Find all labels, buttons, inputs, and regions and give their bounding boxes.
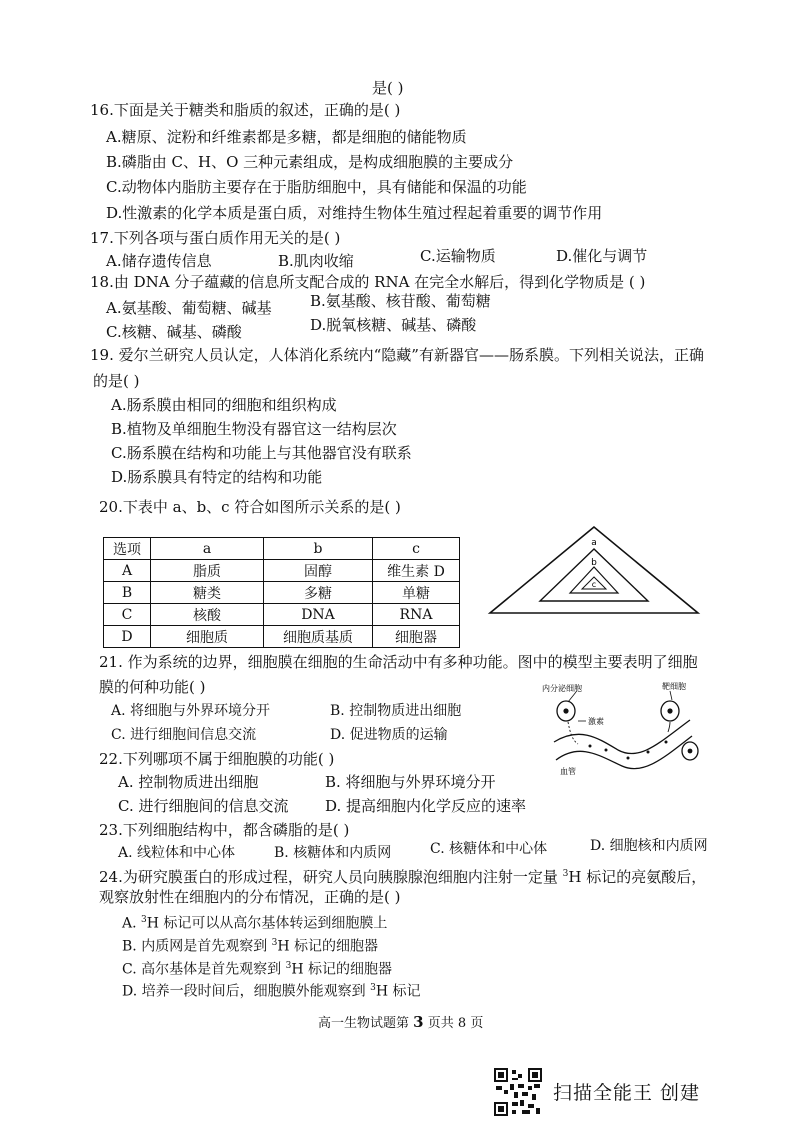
q21-option-c: C. 进行细胞间信息交流 — [111, 727, 257, 743]
q16-option-d: D.性激素的化学本质是蛋白质，对维持生物体生殖过程起着重要的调节作用 — [106, 204, 603, 222]
q20-options-table — [103, 537, 460, 648]
q20-stem: 20.下表中 a、b、c 符合如图所示关系的是( ) — [99, 498, 401, 516]
nested-triangle-diagram — [486, 525, 702, 617]
q17-option-d: D.催化与调节 — [556, 247, 648, 265]
q19-option-b: B.植物及单细胞生物没有器官这一结构层次 — [111, 420, 397, 438]
page-number: 3 — [413, 1013, 424, 1031]
q21-option-d: D. 促进物质的运输 — [330, 727, 448, 743]
table-row — [104, 626, 460, 648]
q24-stem-line2: 观察放射性在细胞内的分布情况，正确的是( ) — [99, 888, 401, 906]
table-cell: DNA — [264, 604, 373, 626]
q22-option-d: D. 提高细胞内化学反应的速率 — [325, 797, 527, 815]
q24-option-c: C. 高尔基体是首先观察到 $^3$H 标记的细胞器 — [122, 961, 392, 978]
table-cell: 单糖 — [373, 582, 460, 604]
q19-stem-line1: 19. 爱尔兰研究人员认定，人体消化系统内“隐藏”有新器官——肠系膜。下列相关说法，正确 — [90, 346, 704, 364]
q17-stem: 17.下列各项与蛋白质作用无关的是( ) — [90, 229, 341, 247]
vessel-label: 血管 — [560, 767, 576, 776]
table-cell: 细胞质 — [151, 626, 264, 648]
triangle-label-c: c — [591, 580, 597, 589]
q19-option-a: A.肠系膜由相同的细胞和组织构成 — [111, 396, 337, 414]
q16-option-a: A.糖原、淀粉和纤维素都是多糖，都是细胞的储能物质 — [106, 128, 467, 146]
q22-option-a: A. 控制物质进出细胞 — [118, 773, 259, 791]
q21-option-b: B. 控制物质进出细胞 — [330, 703, 462, 719]
table-row — [104, 560, 460, 582]
q24-option-b: B. 内质网是首先观察到 $^3$H 标记的细胞器 — [122, 938, 379, 955]
table-cell: A — [104, 560, 151, 582]
table-cell: B — [104, 582, 151, 604]
table-cell: D — [104, 626, 151, 648]
q18-stem: 18.由 DNA 分子蕴藏的信息所支配合成的 RNA 在完全水解后，得到化学物质是 ( ) — [90, 273, 646, 291]
q22-option-b: B. 将细胞与外界环境分开 — [325, 773, 496, 791]
table-header-cell: 选项 — [104, 538, 151, 560]
q21-stem-line2: 膜的何种功能( ) — [99, 678, 206, 696]
q19-stem-line2: 的是( ) — [93, 372, 140, 390]
triangle-label-b: b — [591, 558, 597, 568]
q24-option-d: D. 培养一段时间后，细胞膜外能观察到 $^3$H 标记 — [122, 983, 421, 1000]
table-row — [104, 604, 460, 626]
q17-option-c: C.运输物质 — [420, 247, 496, 265]
table-header-cell: a — [151, 538, 264, 560]
page-footer: 高一生物试题第 3 页共 8 页 — [318, 1013, 484, 1031]
q21-option-a: A. 将细胞与外界环境分开 — [111, 703, 271, 719]
secretory-cell-label: 内分泌细胞 — [542, 684, 582, 693]
q18-option-b: B.氨基酸、核苷酸、葡萄糖 — [310, 292, 491, 310]
q19-option-c: C.肠系膜在结构和功能上与其他器官没有联系 — [111, 444, 412, 462]
q16-option-b: B.磷脂由 C、H、O 三种元素组成，是构成细胞膜的主要成分 — [106, 153, 514, 171]
target-cell-label: 靶细胞 — [662, 682, 686, 691]
q22-stem: 22.下列哪项不属于细胞膜的功能( ) — [99, 750, 335, 768]
q21-stem-line1: 21. 作为系统的边界，细胞膜在细胞的生命活动中有多种功能。图中的模型主要表明了细胞 — [99, 653, 698, 671]
q24-stem-line1: 24.为研究膜蛋白的形成过程，研究人员向胰腺腺泡细胞内注射一定量 $^3$H 标记的亮氨酸后， — [99, 868, 707, 886]
triangle-label-a: a — [591, 538, 597, 548]
hormone-signaling-figure — [540, 680, 710, 776]
table-cell: 糖类 — [151, 582, 264, 604]
table-header-cell: b — [264, 538, 373, 560]
q15-tail: 是( ) — [372, 79, 404, 97]
q16-stem: 16.下面是关于糖类和脂质的叙述，正确的是( ) — [90, 101, 401, 119]
q23-option-a: A. 线粒体和中心体 — [118, 845, 236, 861]
q24-option-a: A. $^3$H 标记可以从高尔基体转运到细胞膜上 — [122, 915, 388, 932]
table-cell: RNA — [373, 604, 460, 626]
table-header-cell: c — [373, 538, 460, 560]
q23-stem: 23.下列细胞结构中，都含磷脂的是( ) — [99, 821, 350, 839]
table-cell: 维生素 D — [373, 560, 460, 582]
table-row — [104, 582, 460, 604]
q18-option-a: A.氨基酸、葡萄糖、碱基 — [106, 299, 272, 317]
table-cell: 固醇 — [264, 560, 373, 582]
table-cell: 细胞器 — [373, 626, 460, 648]
q23-option-d: D. 细胞核和内质网 — [590, 838, 708, 854]
q22-option-c: C. 进行细胞间的信息交流 — [118, 797, 289, 815]
table-cell: C — [104, 604, 151, 626]
q17-option-a: A.储存遗传信息 — [106, 252, 212, 270]
table-cell: 细胞质基质 — [264, 626, 373, 648]
q23-option-b: B. 核糖体和内质网 — [274, 845, 392, 861]
table-cell: 多糖 — [264, 582, 373, 604]
total-pages: 8 — [457, 1016, 467, 1031]
scanner-watermark: 扫描全能王 创建 — [553, 1082, 701, 1104]
qr-code-icon — [494, 1068, 542, 1116]
hormone-label: 激素 — [588, 717, 604, 726]
table-cell: 核酸 — [151, 604, 264, 626]
q16-option-c: C.动物体内脂肪主要存在于脂肪细胞中，具有储能和保温的功能 — [106, 178, 527, 196]
q19-option-d: D.肠系膜具有特定的结构和功能 — [111, 468, 323, 486]
q17-option-b: B.肌肉收缩 — [278, 252, 354, 270]
table-header-row — [104, 538, 460, 560]
table-cell: 脂质 — [151, 560, 264, 582]
q18-option-c: C.核糖、碱基、磷酸 — [106, 323, 242, 341]
q23-option-c: C. 核糖体和中心体 — [430, 841, 548, 857]
q18-option-d: D.脱氧核糖、碱基、磷酸 — [310, 316, 477, 334]
